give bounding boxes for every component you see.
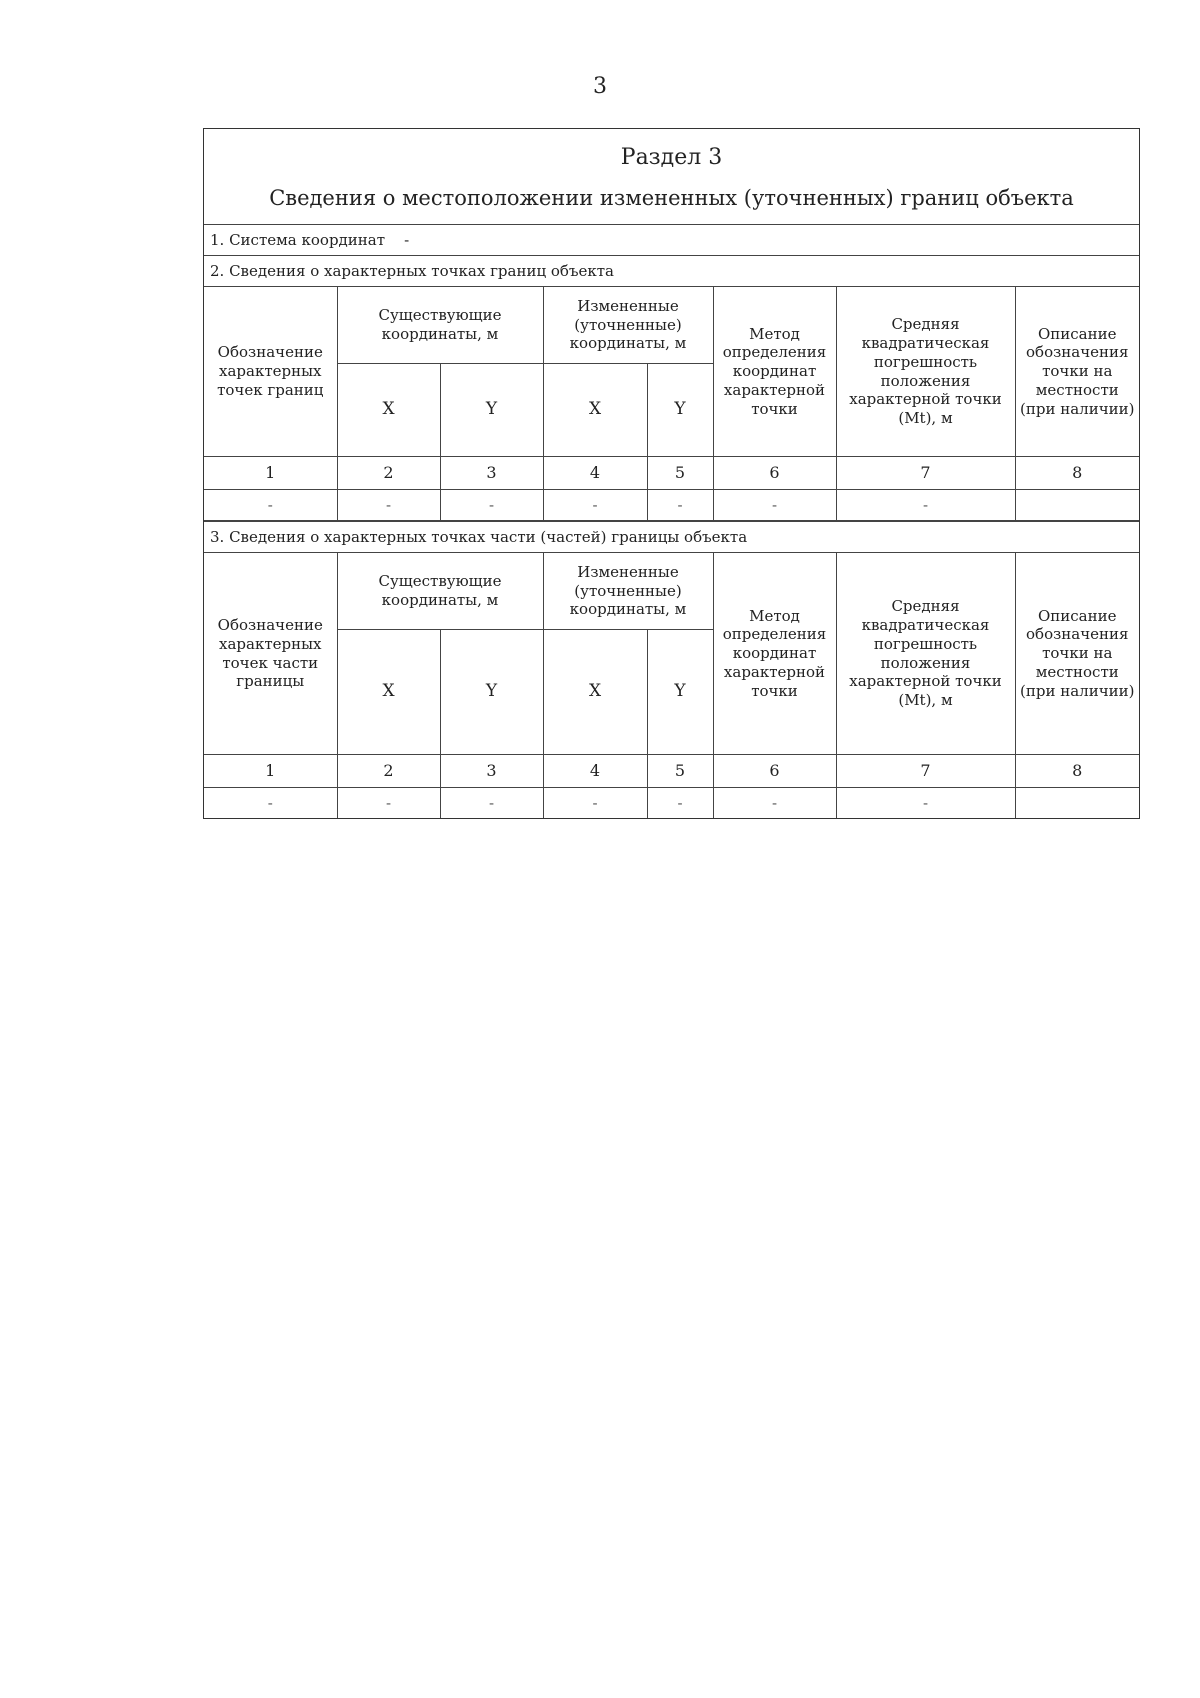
header-designation: Обозначение характерных точек границ [204, 287, 337, 457]
header-description: Описание обозначения точки на местности (при наличии) [1015, 287, 1139, 457]
table-cell: - [337, 788, 440, 819]
header-existing-x: X [337, 364, 440, 457]
header-existing-y: Y [440, 364, 543, 457]
column-number: 3 [440, 457, 543, 490]
column-number: 7 [836, 457, 1015, 490]
table-cell: - [647, 788, 713, 819]
table-cell: - [204, 788, 337, 819]
header-existing-coordinates: Существующие координаты, м [337, 553, 543, 630]
table-cell: - [647, 490, 713, 521]
table1-caption: 2. Сведения о характерных точках границ объекта [204, 256, 1139, 287]
column-numbers-row [204, 755, 1139, 788]
column-number: 2 [337, 755, 440, 788]
table-row [204, 490, 1139, 521]
column-number: 5 [647, 457, 713, 490]
column-number: 8 [1015, 457, 1139, 490]
coordinate-system-row [204, 225, 1139, 256]
coordinate-system-value: - [404, 231, 410, 249]
column-number: 6 [713, 457, 836, 490]
table-cell: - [713, 788, 836, 819]
header-changed-y: Y [647, 630, 713, 755]
header-changed-x: X [543, 630, 647, 755]
column-number: 4 [543, 457, 647, 490]
column-numbers-row [204, 457, 1139, 490]
section-header [204, 129, 1139, 225]
table-cell [1015, 490, 1139, 521]
column-number: 3 [440, 755, 543, 788]
header-mean-error: Средняя квадратическая погрешность положения характерной точки (Mt), м [836, 287, 1015, 457]
header-description: Описание обозначения точки на местности (при наличии) [1015, 553, 1139, 755]
section-3-document [203, 128, 1140, 819]
header-existing-coordinates: Существующие координаты, м [337, 287, 543, 364]
header-method: Метод определения координат характерной точки [713, 553, 836, 755]
table-cell: - [337, 490, 440, 521]
table-cell: - [836, 788, 1015, 819]
table-cell: - [440, 490, 543, 521]
table2-caption: 3. Сведения о характерных точках части (частей) границы объекта [204, 521, 1139, 553]
header-changed-y: Y [647, 364, 713, 457]
column-number: 6 [713, 755, 836, 788]
header-mean-error: Средняя квадратическая погрешность положения характерной точки (Mt), м [836, 553, 1015, 755]
table-cell: - [543, 490, 647, 521]
header-changed-x: X [543, 364, 647, 457]
table-cell: - [204, 490, 337, 521]
header-existing-x: X [337, 630, 440, 755]
column-number: 8 [1015, 755, 1139, 788]
header-designation: Обозначение характерных точек части границы [204, 553, 337, 755]
table-cell: - [440, 788, 543, 819]
column-number: 7 [836, 755, 1015, 788]
section-subtitle: Сведения о местоположении измененных (уточненных) границ объекта [269, 186, 1074, 210]
coordinate-system-label: 1. Система координат [210, 231, 386, 249]
column-number: 2 [337, 457, 440, 490]
column-number: 4 [543, 755, 647, 788]
header-changed-coordinates: Измененные (уточненные) координаты, м [543, 553, 713, 630]
header-existing-y: Y [440, 630, 543, 755]
column-number: 5 [647, 755, 713, 788]
table-cell: - [713, 490, 836, 521]
section-title: Раздел 3 [620, 145, 723, 170]
header-changed-coordinates: Измененные (уточненные) координаты, м [543, 287, 713, 364]
column-number: 1 [204, 457, 337, 490]
table-cell [1015, 788, 1139, 819]
boundary-part-points-table [204, 553, 1139, 818]
table-cell: - [543, 788, 647, 819]
table-row [204, 788, 1139, 819]
header-method: Метод определения координат характерной точки [713, 287, 836, 457]
table-cell: - [836, 490, 1015, 521]
boundary-points-table [204, 287, 1139, 521]
column-number: 1 [204, 755, 337, 788]
page-number: 3 [593, 74, 607, 99]
